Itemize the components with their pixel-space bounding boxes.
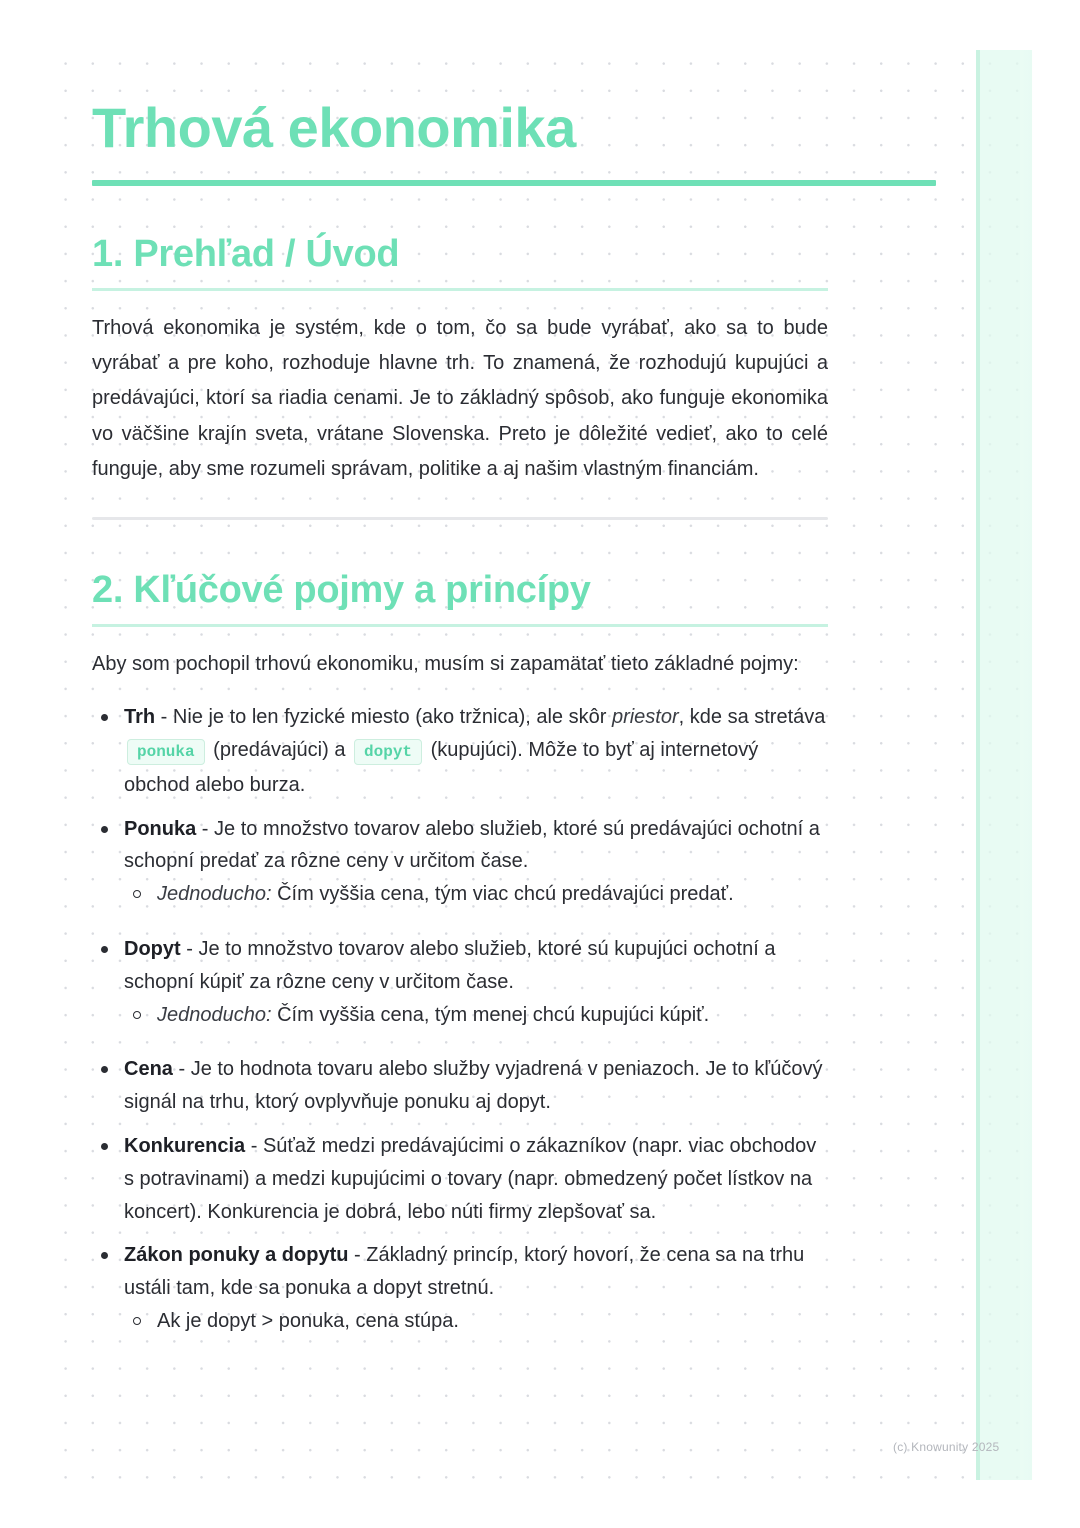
term-label: Ponuka [124,817,197,840]
list-item-ponuka [92,813,828,911]
bullet-icon [101,1252,108,1259]
sub-text: Čím vyššia cena, tým menej chcú kupujúci kúpiť. [271,1003,710,1026]
document-content [92,92,828,1338]
term-separator: - [196,817,215,840]
sub-italic: Jednoducho: [157,1003,272,1026]
sub-list-item [124,1305,828,1338]
term-label: Zákon ponuky a dopytu [124,1244,349,1267]
term-separator: - [180,938,199,960]
list-item-cena [92,1053,828,1119]
bullet-icon [101,1143,108,1150]
term-text: Je to hodnota tovaru alebo služby vyjadrená v peniazoch. Je to kľúčový signál na trhu, ktorý ovplyvňuje ponuku aj dopyt. [124,1058,823,1114]
overview-paragraph: Trhová ekonomika je systém, kde o tom, čo sa bude vyrábať, ako sa to bude vyrábať a pre koho, rozhoduje hlavne trh. To znamená, že rozhodujú kupujúci a predávajúci, ktorí sa riadia cenami. Je to základný spôsob, ako funguje ekonomika vo väčšine krajín sveta, vrátane Slovenska. Preto je dôležité vedieť, ako to celé funguje, aby sme rozumeli správam, politike a aj našim vlastným financiám. [92,317,828,480]
copyright-footer: (c) Knowunity 2025 [893,1440,1000,1454]
term-text: Základný princíp, ktorý hovorí, že cena sa na trhu ustáli tam, kde sa ponuka a dopyt stretnú. [124,1244,805,1300]
term-italic: priestor [611,706,679,729]
term-separator: - [245,1134,263,1157]
sub-italic: Jednoducho: [157,883,272,906]
code-chip-dopyt: dopyt [354,739,422,765]
terms-list [92,701,828,1338]
list-item-trh [92,701,828,801]
section-overview [92,230,828,487]
term-label: Trh [124,706,156,729]
term-text: Súťaž medzi predávajúcimi o zákazníkov (napr. viac obchodov s potravinami) a medzi kupujúcimi o tovary (napr. obmedzený počet lístkov na koncert). Konkurencia je dobrá, lebo núti firmy zlepšovať sa. [124,1134,817,1223]
code-chip-ponuka: ponuka [127,739,205,765]
section-divider [92,517,828,520]
hollow-bullet-icon [133,890,141,898]
term-separator: - [348,1244,367,1267]
term-label: Dopyt [124,938,181,960]
section-heading-rule [92,288,828,291]
bullet-icon [101,946,108,953]
term-text: (kupujúci). Môže to byť aj internetový obchod alebo burza. [124,739,759,796]
key-concepts-intro: Aby som pochopil trhovú ekonomiku, musím si zapamätať tieto základné pojmy: [92,653,799,676]
section-heading: 1. Prehľad / Úvod [92,233,400,275]
term-separator: - [172,1058,191,1081]
hollow-bullet-icon [133,1317,141,1325]
term-text: (predávajúci) a [207,739,352,762]
sub-list [124,999,828,1032]
list-item-konkurencia [92,1130,828,1228]
term-text: , kde sa stretáva [678,706,826,729]
hollow-bullet-icon [133,1011,141,1019]
sub-text: Ak je dopyt > ponuka, cena stúpa. [157,1309,459,1332]
list-item-dopyt [92,933,828,1031]
sub-list [124,878,828,911]
section-heading-rule [92,624,828,627]
list-item-zakon-ponuky-a-dopytu [92,1239,828,1337]
term-text: Je to množstvo tovarov alebo služieb, ktoré sú predávajúci ochotní a schopní predať za rôzne ceny v určitom čase. [124,817,820,873]
term-separator: - [155,706,173,729]
term-label: Cena [124,1058,173,1081]
side-margin-fade [1020,50,1034,1480]
sub-list-item [124,878,828,911]
term-text: Nie je to len fyzické miesto (ako tržnica), ale skôr [172,706,612,729]
sub-list-item [124,999,828,1032]
term-label: Konkurencia [124,1134,246,1157]
sub-list [124,1305,828,1338]
term-text: Je to množstvo tovarov alebo služieb, ktoré sú kupujúci ochotní a schopní kúpiť za rôzne ceny v určitom čase. [124,938,776,993]
bullet-icon [101,826,108,833]
bullet-icon [101,1066,108,1073]
bullet-icon [101,714,108,721]
page-title: Trhová ekonomika [92,96,576,159]
section-key-concepts [92,566,828,1338]
section-heading: 2. Kľúčové pojmy a princípy [92,569,591,612]
sub-text: Čím vyššia cena, tým viac chcú predávajúci predať. [271,883,734,906]
